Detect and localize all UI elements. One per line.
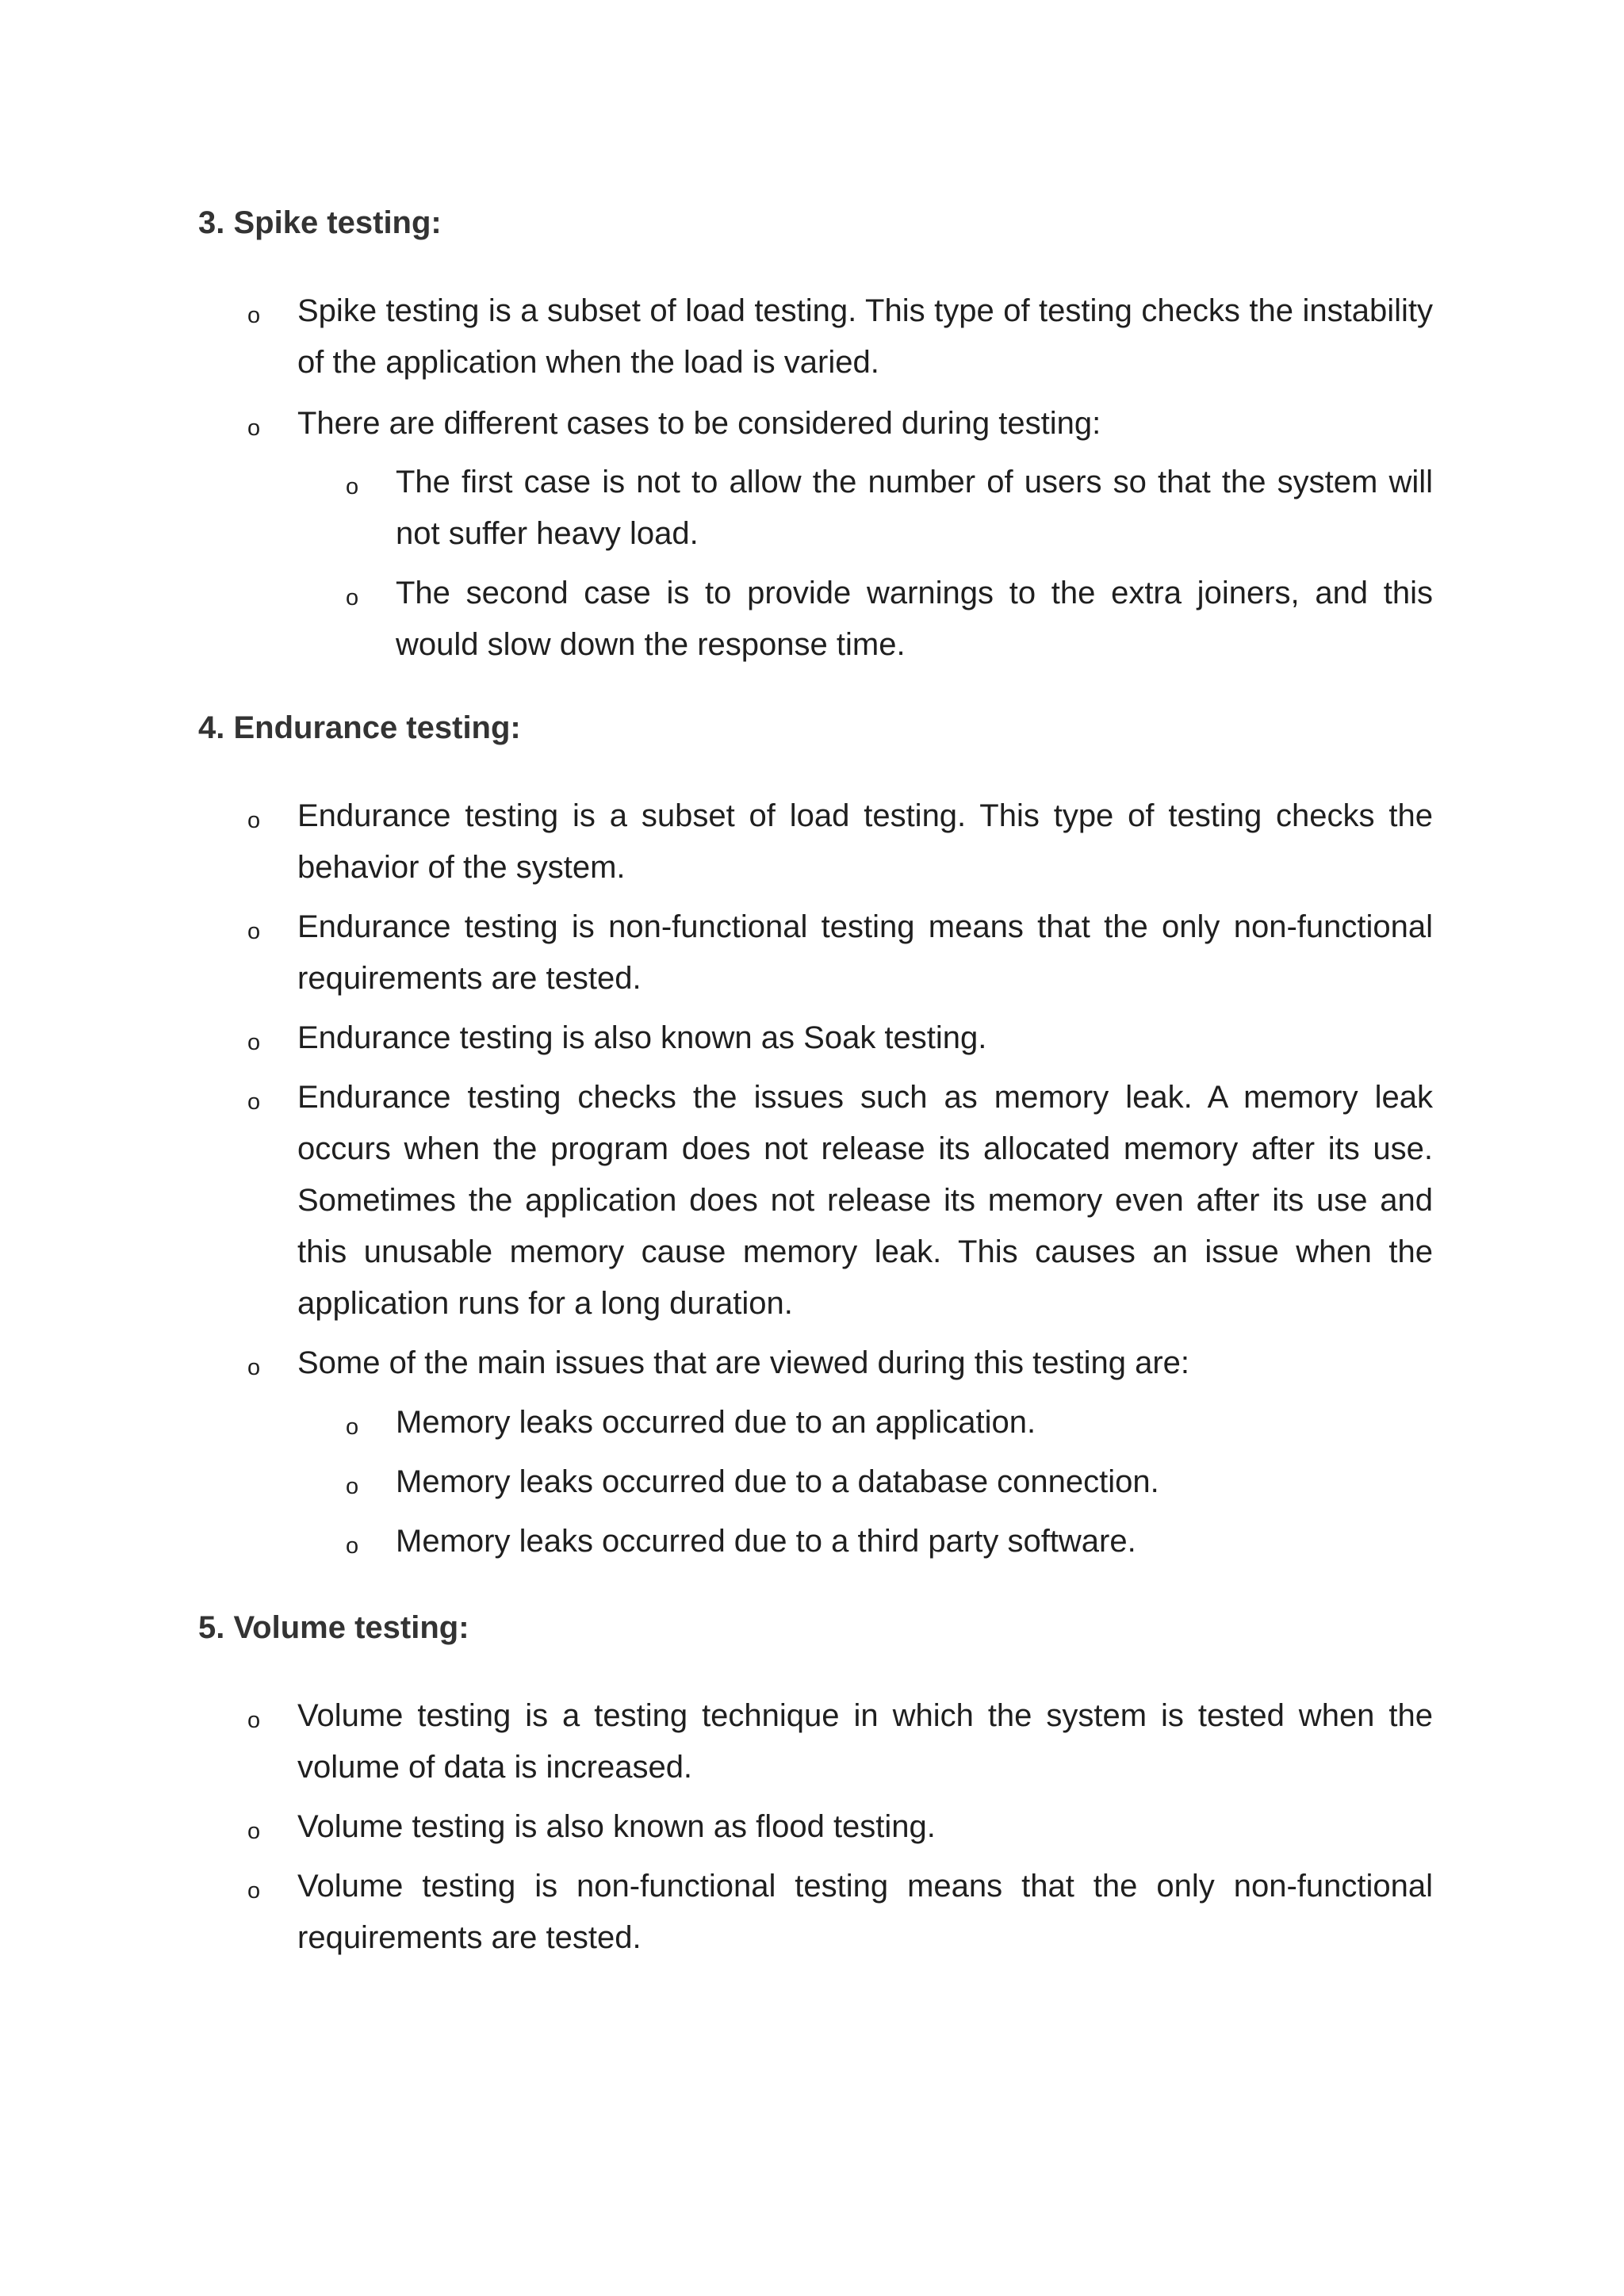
- bullet-icon: o: [346, 1414, 359, 1440]
- spike-case-1: The first case is not to allow the number of users so that the system will not suffer heavy load.: [396, 465, 1433, 551]
- spike-item-2: There are different cases to be considered during testing:: [297, 406, 1101, 441]
- bullet-icon: o: [247, 1030, 261, 1055]
- bullet-icon: o: [346, 585, 359, 610]
- bullet-icon: o: [247, 1878, 261, 1904]
- spike-item-1: Spike testing is a subset of load testing. This type of testing checks the instability of the application when the load is varied.: [297, 293, 1433, 380]
- heading-spike-testing: 3. Spike testing:: [198, 205, 442, 240]
- bullet-icon: o: [247, 1819, 261, 1844]
- bullet-icon: o: [247, 415, 261, 441]
- bullet-icon: o: [247, 1708, 261, 1733]
- endurance-item-4: Endurance testing checks the issues such as memory leak. A memory leak occurs when the program does not release its allocated memory after its use. Sometimes the application does not release its memory even after its use and this unusable memory cause memory leak. This causes an issue when the application runs for a long duration.: [297, 1080, 1433, 1321]
- volume-item-2: Volume testing is also known as flood testing.: [297, 1809, 936, 1844]
- endurance-item-2: Endurance testing is non-functional testing means that the only non-functional requirements are tested.: [297, 909, 1433, 996]
- volume-item-1: Volume testing is a testing technique in which the system is tested when the volume of data is increased.: [297, 1698, 1433, 1785]
- heading-volume-testing: 5. Volume testing:: [198, 1610, 469, 1645]
- volume-item-3: Volume testing is non-functional testing means that the only non-functional requirements are tested.: [297, 1869, 1433, 1955]
- bullet-icon: o: [247, 303, 261, 328]
- endurance-item-5: Some of the main issues that are viewed during this testing are:: [297, 1345, 1190, 1380]
- bullet-icon: o: [247, 1355, 261, 1380]
- bullet-icon: o: [346, 1474, 359, 1499]
- bullet-icon: o: [346, 1533, 359, 1559]
- endurance-issue-2: Memory leaks occurred due to a database connection.: [396, 1464, 1159, 1499]
- bullet-icon: o: [247, 919, 261, 944]
- bullet-icon: o: [346, 474, 359, 499]
- endurance-issue-3: Memory leaks occurred due to a third party software.: [396, 1524, 1136, 1559]
- bullet-icon: o: [247, 1089, 261, 1115]
- spike-case-2: The second case is to provide warnings to the extra joiners, and this would slow down the response time.: [396, 576, 1433, 662]
- endurance-item-3: Endurance testing is also known as Soak testing.: [297, 1020, 987, 1055]
- endurance-item-1: Endurance testing is a subset of load testing. This type of testing checks the behavior of the system.: [297, 798, 1433, 885]
- heading-endurance-testing: 4. Endurance testing:: [198, 710, 521, 745]
- endurance-issue-1: Memory leaks occurred due to an application.: [396, 1405, 1036, 1440]
- bullet-icon: o: [247, 808, 261, 833]
